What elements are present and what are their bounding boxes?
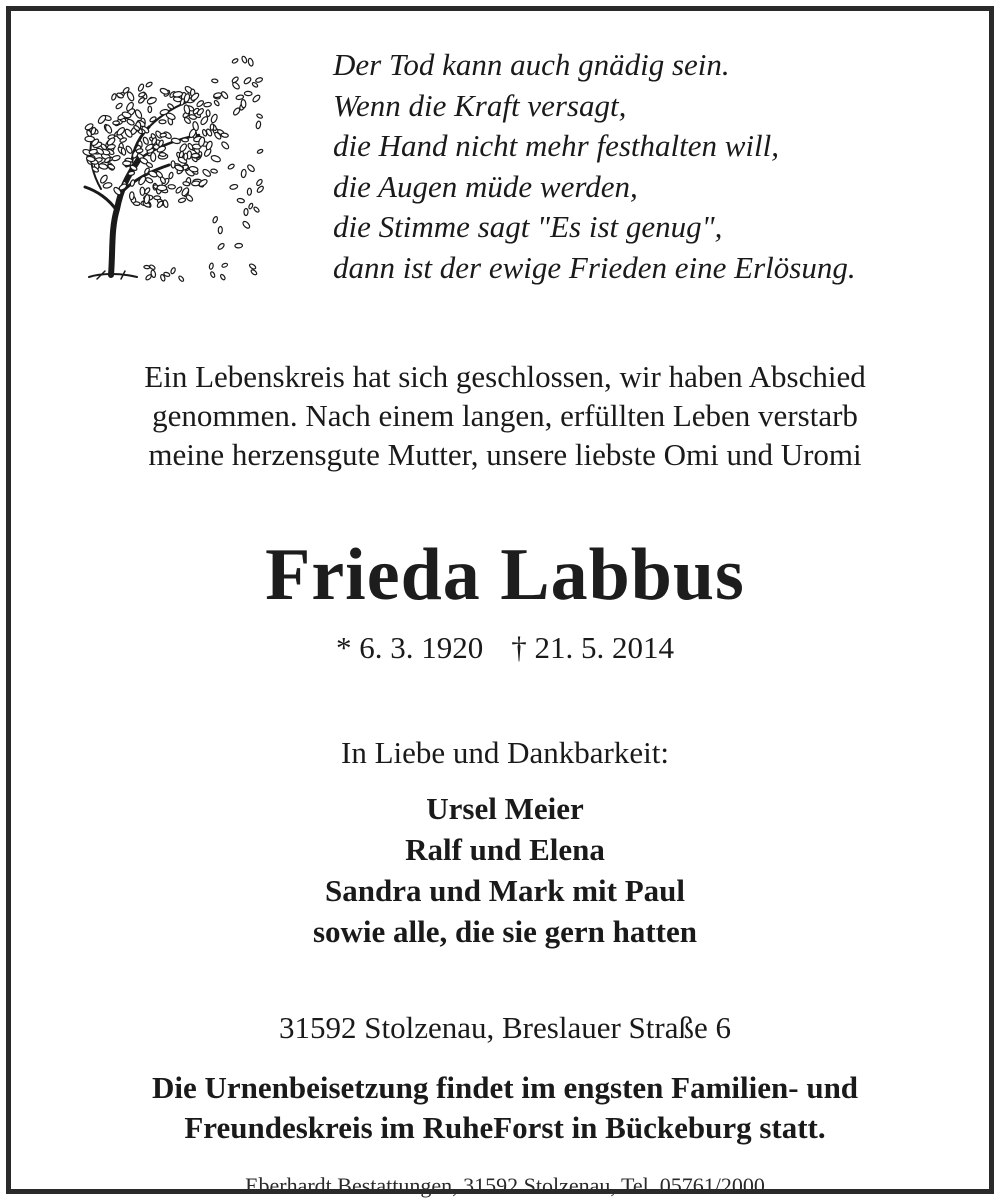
life-dates [11, 628, 999, 668]
intro-line: genommen. Nach einem langen, erfüllten Leben verstarb [152, 398, 858, 433]
family-member: Sandra und Mark mit Paul [324, 873, 685, 908]
poem-line: die Stimme sagt "Es ist genug", [333, 209, 723, 244]
poem-line: dann ist der ewige Frieden eine Erlösung. [333, 249, 856, 285]
notice-line: Die Urnenbeisetzung findet im engsten Familien- und [151, 1070, 859, 1105]
family-member: sowie alle, die sie gern hatten [312, 914, 697, 949]
notice-line: Freundeskreis im RuheForst in Bückeburg statt. [184, 1110, 826, 1145]
address-line: 31592 Stolzenau, Breslauer Straße 6 [279, 1010, 731, 1045]
death-date: † 21. 5. 2014 [511, 630, 674, 665]
family-member: Ralf und Elena [405, 832, 605, 867]
windblown-tree-icon [61, 39, 266, 289]
burial-notice [11, 1068, 999, 1148]
poem-line: die Hand nicht mehr festhalten will, [333, 128, 780, 163]
obituary-frame [6, 6, 994, 1198]
deceased-name: Frieda Labbus [265, 534, 745, 616]
funeral-home-footer: Eberhardt Bestattungen, 31592 Stolzenau, Tel. 05761/2000 [245, 1173, 765, 1198]
poem-line: die Augen müde werden, [333, 168, 638, 204]
poem-line: Wenn die Kraft versagt, [333, 87, 627, 123]
intro-text [11, 357, 999, 474]
family-member: Ursel Meier [426, 791, 584, 826]
poem-line: Der Tod kann auch gnädig sein. [333, 47, 730, 82]
thanks-line: In Liebe und Dankbarkeit: [341, 735, 669, 770]
birth-date: * 6. 3. 1920 [336, 630, 484, 665]
intro-line: Ein Lebenskreis hat sich geschlossen, wir haben Abschied [144, 359, 866, 394]
poem-block [333, 45, 973, 288]
intro-line: meine herzensgute Mutter, unsere liebste Omi und Uromi [148, 437, 862, 472]
family-list [11, 788, 999, 952]
